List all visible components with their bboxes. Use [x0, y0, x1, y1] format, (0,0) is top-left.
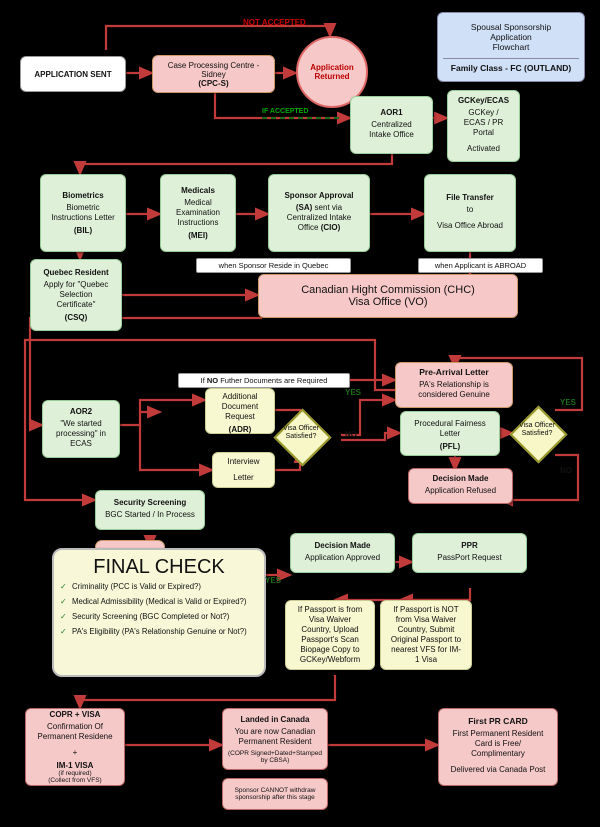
node-passport-waiver[interactable]: [285, 600, 375, 670]
ppr-body: PassPort Request: [437, 552, 502, 562]
landed-body: You are now Canadian Permanent Resident: [234, 726, 316, 746]
node-copr-visa[interactable]: [25, 708, 125, 786]
legend-box: [437, 12, 585, 82]
chc-line2: Visa Office (VO): [348, 296, 428, 308]
cpcs-code: (CPC-S): [198, 78, 229, 88]
copr-body2: IM-1 VISA: [56, 761, 94, 770]
final-check-item: ✓ Criminality (PCC is Valid or Expired?): [54, 579, 264, 594]
biometrics-title: Biometrics: [62, 191, 104, 200]
node-sponsor-approval[interactable]: [268, 174, 370, 252]
edge-label-no-1: NO: [345, 430, 357, 439]
biometrics-code: (BIL): [73, 226, 93, 235]
decision-approved-body: Application Approved: [304, 552, 381, 562]
node-cpcs[interactable]: [152, 55, 275, 93]
node-aor2[interactable]: [42, 400, 120, 458]
sponsor-approval-sa: (SA): [295, 202, 313, 212]
first-pr-body2: Delivered via Canada Post: [450, 765, 546, 774]
node-application-sent[interactable]: [20, 56, 126, 92]
first-pr-title: First PR CARD: [468, 716, 528, 726]
decision-approved-title: Decision Made: [314, 540, 371, 550]
node-file-transfer[interactable]: [424, 174, 516, 252]
pal-title: Pre-Arrival Letter: [419, 367, 489, 377]
pal-body: PA's Relationship is considered Genuine: [418, 380, 490, 399]
landed-title: Landed in Canada: [240, 714, 310, 724]
nfd-no: NO: [206, 376, 219, 385]
edge-label-applicant-abroad: when Applicant is ABROAD: [418, 258, 543, 273]
decision-1-label: Visa Officer Satisfied?: [283, 425, 319, 441]
passport-non-waiver-body: If Passport is NOT from Visa Waiver Country, Submit Original Passport to nearest VFS for IM-1 Visa: [390, 605, 462, 664]
gckey-body: GCKey / ECAS / PR Portal: [463, 107, 504, 137]
quebec-code: (CSQ): [64, 313, 88, 322]
aor1-body: Centralized Intake Office: [369, 119, 414, 139]
node-sponsor-warning: [222, 778, 328, 810]
nfd-pre: If: [200, 376, 207, 385]
security-body: BGC Started / In Process: [105, 509, 195, 519]
node-gckey-ecas[interactable]: [447, 90, 520, 162]
copr-plus: +: [72, 748, 78, 757]
file-transfer-body2: Visa Office Abroad: [437, 220, 503, 230]
final-check-item: ✓ Medical Admissibility (Medical is Valid or Expired?): [54, 594, 264, 609]
node-interview-letter[interactable]: [212, 452, 275, 488]
edge-label-sponsor-quebec: when Sponsor Reside in Quebec: [196, 258, 351, 273]
node-adr[interactable]: [205, 388, 275, 434]
file-transfer-title: File Transfer: [446, 192, 494, 202]
application-returned-label: Application Returned: [310, 63, 354, 81]
node-decision-refused[interactable]: [408, 468, 513, 504]
edge-label-not-accepted: NOT ACCEPTED: [243, 18, 306, 27]
node-landed-in-canada[interactable]: [222, 708, 328, 770]
edge-label-yes-3: YES: [265, 576, 282, 585]
edge-label-no-2: NO: [560, 466, 572, 475]
quebec-title: Quebec Resident: [43, 268, 109, 277]
node-quebec-resident[interactable]: [30, 259, 122, 331]
nfd-post: Futher Documents are Required: [218, 376, 328, 385]
adr-title: Additional Document Request: [221, 391, 259, 421]
gckey-body2: Activated: [467, 143, 500, 153]
ppr-title: PPR: [461, 540, 478, 550]
legend-line2: Application: [490, 31, 532, 42]
final-check-item: ✓ Security Screening (BGC Completed or Not?): [54, 609, 264, 624]
edge-label-no-further-docs: [178, 373, 350, 388]
sponsor-approval-title: Sponsor Approval: [284, 190, 354, 200]
edge-label-yes-2: YES: [560, 398, 577, 407]
decision-refused-title: Decision Made: [432, 473, 489, 483]
node-pfl[interactable]: [400, 411, 500, 456]
copr-body3: (Collect from VFS): [48, 777, 102, 784]
node-passport-non-waiver[interactable]: [380, 600, 472, 670]
node-pre-arrival-letter[interactable]: [395, 362, 513, 408]
node-medicals[interactable]: [160, 174, 236, 252]
aor2-title: AOR2: [69, 406, 93, 416]
node-decision-approved[interactable]: [290, 533, 395, 573]
decision-2-label: Visa Officer Satisfied?: [519, 422, 555, 438]
gckey-title: GCKey/ECAS: [457, 95, 510, 105]
final-check-panel: [52, 548, 266, 677]
legend-line1: Spousal Sponsorship: [470, 21, 552, 32]
aor2-body: "We started processing" in ECAS: [56, 418, 106, 448]
chc-line1: Canadian Hight Commission (CHC): [301, 284, 475, 296]
medicals-code: (MEI): [188, 231, 208, 240]
file-transfer-body: to: [466, 204, 474, 214]
final-check-item: ✓ PA's Eligibility (PA's Relationship Genuine or Not?): [54, 624, 264, 639]
node-biometrics[interactable]: [40, 174, 126, 252]
pfl-code: (PFL): [439, 442, 461, 451]
cpcs-title: Case Processing Centre -: [167, 60, 260, 70]
landed-note: (COPR Signed+Dated+Stamped by CBSA): [228, 749, 322, 764]
decision-refused-body: Application Refused: [424, 485, 497, 495]
legend-line3: Flowchart: [492, 41, 530, 52]
interview-title2: Letter: [233, 473, 254, 482]
medicals-body: Medical Examination Instructions: [175, 198, 221, 227]
edge-label-accepted: IF ACCEPTED: [262, 108, 309, 115]
application-sent-title: APPLICATION SENT: [34, 69, 112, 79]
node-ppr[interactable]: [412, 533, 527, 573]
node-security-screening[interactable]: [95, 490, 205, 530]
copr-body1: Confirmation Of Permanent Residene: [37, 722, 113, 741]
first-pr-body1: First Permanent Resident Card is Free/ Complimentary: [452, 729, 544, 758]
sponsor-approval-text: sent via Centralized Intake Office: [286, 202, 352, 232]
adr-code: (ADR): [228, 424, 252, 434]
node-first-pr-card[interactable]: [438, 708, 558, 786]
medicals-title: Medicals: [181, 186, 215, 195]
interview-title: Interview: [227, 457, 260, 466]
biometrics-body: Biometric Instructions Letter: [51, 203, 115, 222]
copr-body2-note: (if required): [58, 770, 92, 777]
cpcs-sub: Sidney: [201, 69, 226, 79]
aor1-title: AOR1: [380, 107, 403, 117]
security-title: Security Screening: [113, 497, 187, 507]
passport-waiver-body: If Passport is from Visa Waiver Country, Upload Passport's Scan Biopage Copy to GCKey/Webform: [297, 605, 363, 664]
edge-label-yes-1: YES: [345, 388, 362, 397]
sponsor-approval-body: [274, 200, 364, 236]
sponsor-warning-body: Sponsor CANNOT withdraw sponsorship after this stage: [234, 787, 316, 801]
legend-line4: Family Class - FC (OUTLAND): [443, 58, 579, 73]
node-chc-vo[interactable]: [258, 274, 518, 318]
pfl-body: Procedural Fairness Letter: [414, 419, 486, 438]
final-check-title: FINAL CHECK: [93, 556, 225, 578]
sponsor-approval-cio: (CIO): [320, 222, 341, 232]
quebec-body: Apply for "Quebec Selection Certificate": [43, 280, 109, 309]
copr-title: COPR + VISA: [49, 710, 101, 719]
node-aor1[interactable]: [350, 96, 433, 154]
